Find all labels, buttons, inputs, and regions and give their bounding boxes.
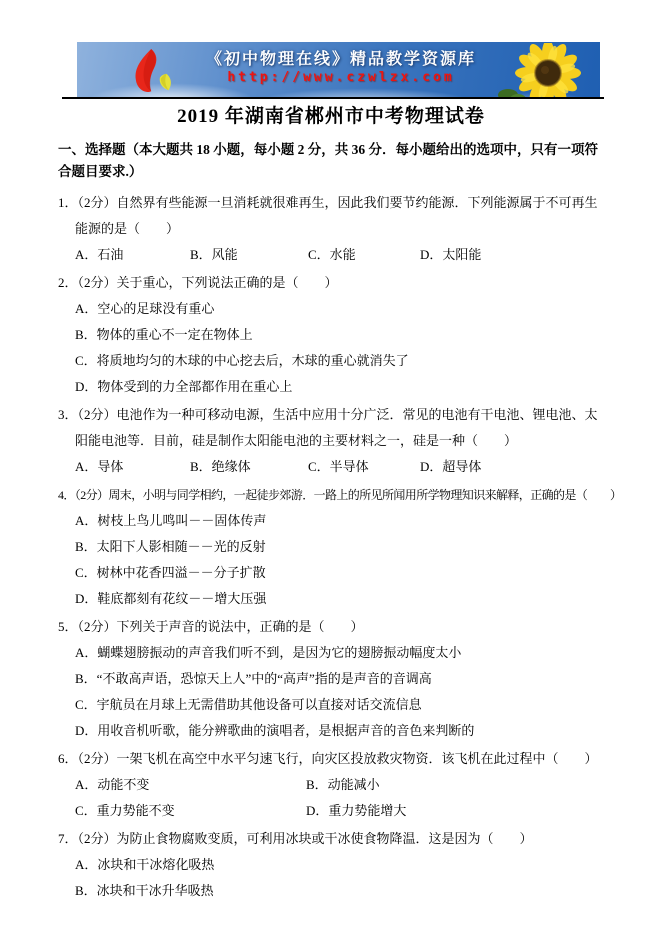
options-list (58, 640, 604, 744)
question-stem: 1．（2分）自然界有些能源一旦消耗就很难再生，因此我们要节约能源．下列能源属于不可再生能源的是（ ） (58, 195, 598, 236)
question (58, 746, 604, 824)
option: D．太阳能 (420, 247, 482, 262)
option: A．冰块和干冰熔化吸热 (75, 857, 215, 872)
option: A．蝴蝶翅膀振动的声音我们听不到，是因为它的翅膀振动幅度太小 (75, 645, 462, 660)
questions (58, 190, 622, 904)
page-title: 2019 年湖南省郴州市中考物理试卷 (177, 106, 485, 127)
site-url: http://www.czwlzx.com (227, 70, 455, 85)
option: B．冰块和干冰升华吸热 (75, 883, 214, 898)
option: A．导体 (75, 459, 124, 474)
flame-logo-icon (121, 48, 191, 96)
question (58, 826, 604, 904)
option: A．树枝上鸟儿鸣叫－－固体传声 (75, 513, 267, 528)
option: D．物体受到的力全部都作用在重心上 (75, 379, 293, 394)
question (58, 482, 622, 612)
options-list (58, 852, 604, 904)
option: A．动能不变 (75, 777, 150, 792)
option: D．超导体 (420, 459, 482, 474)
option: B．太阳下人影相随－－光的反射 (75, 539, 266, 554)
option: B．风能 (190, 247, 238, 262)
document-content (58, 104, 622, 906)
option: B．物体的重心不一定在物体上 (75, 327, 253, 342)
site-name: 《初中物理在线》精品教学资源库 (205, 51, 476, 68)
question-stem: 4．（2分）周末，小明与同学相约，一起徒步郊游．一路上的所见所闻用所学物理知识来解释，正确的是（ ） (58, 488, 622, 502)
option: C．半导体 (308, 459, 369, 474)
question-stem: 3．（2分）电池作为一种可移动电源，生活中应用十分广泛．常见的电池有干电池、锂电池、太阳能电池等．目前，硅是制作太阳能电池的主要材料之一，硅是一种（ ） (58, 407, 598, 448)
question (58, 614, 604, 744)
option: B．“不敢高声语，恐惊天上人”中的“高声”指的是声音的音调高 (75, 671, 432, 686)
question (58, 190, 604, 268)
header-divider (62, 97, 604, 99)
question (58, 402, 604, 480)
option: D．鞋底都刻有花纹－－增大压强 (75, 591, 267, 606)
option: C．重力势能不变 (75, 803, 175, 818)
option: C．水能 (308, 247, 356, 262)
options-list (58, 454, 604, 480)
option: A．石油 (75, 247, 124, 262)
question-stem: 5．（2分）下列关于声音的说法中，正确的是（ ） (58, 619, 364, 634)
option: C．将质地均匀的木球的中心挖去后，木球的重心就消失了 (75, 353, 409, 368)
options-list (58, 242, 604, 268)
option: D．用收音机听歌，能分辨歌曲的演唱者，是根据声音的音色来判断的 (75, 723, 475, 738)
option: B．绝缘体 (190, 459, 251, 474)
site-banner (77, 42, 600, 97)
options-list (58, 508, 604, 612)
options-list (58, 296, 604, 400)
option: D．重力势能增大 (306, 803, 407, 818)
section-heading: 一、选择题（本大题共 18 小题，每小题 2 分，共 36 分．每小题给出的选项中，只有一项符合题目要求.） (58, 142, 598, 179)
option: A．空心的足球没有重心 (75, 301, 215, 316)
option: C．树林中花香四溢－－分子扩散 (75, 565, 266, 580)
question (58, 270, 604, 400)
option: C．宇航员在月球上无需借助其他设备可以直接对话交流信息 (75, 697, 422, 712)
options-list (58, 772, 604, 824)
option: B．动能减小 (306, 777, 380, 792)
question-stem: 2．（2分）关于重心，下列说法正确的是（ ） (58, 275, 338, 290)
sunflower-image (496, 43, 588, 97)
question-stem: 7．（2分）为防止食物腐败变质，可利用冰块或干冰使食物降温．这是因为（ ） (58, 831, 533, 846)
question-stem: 6．（2分）一架飞机在高空中水平匀速飞行，向灾区投放救灾物资．该飞机在此过程中（ ） (58, 751, 598, 766)
